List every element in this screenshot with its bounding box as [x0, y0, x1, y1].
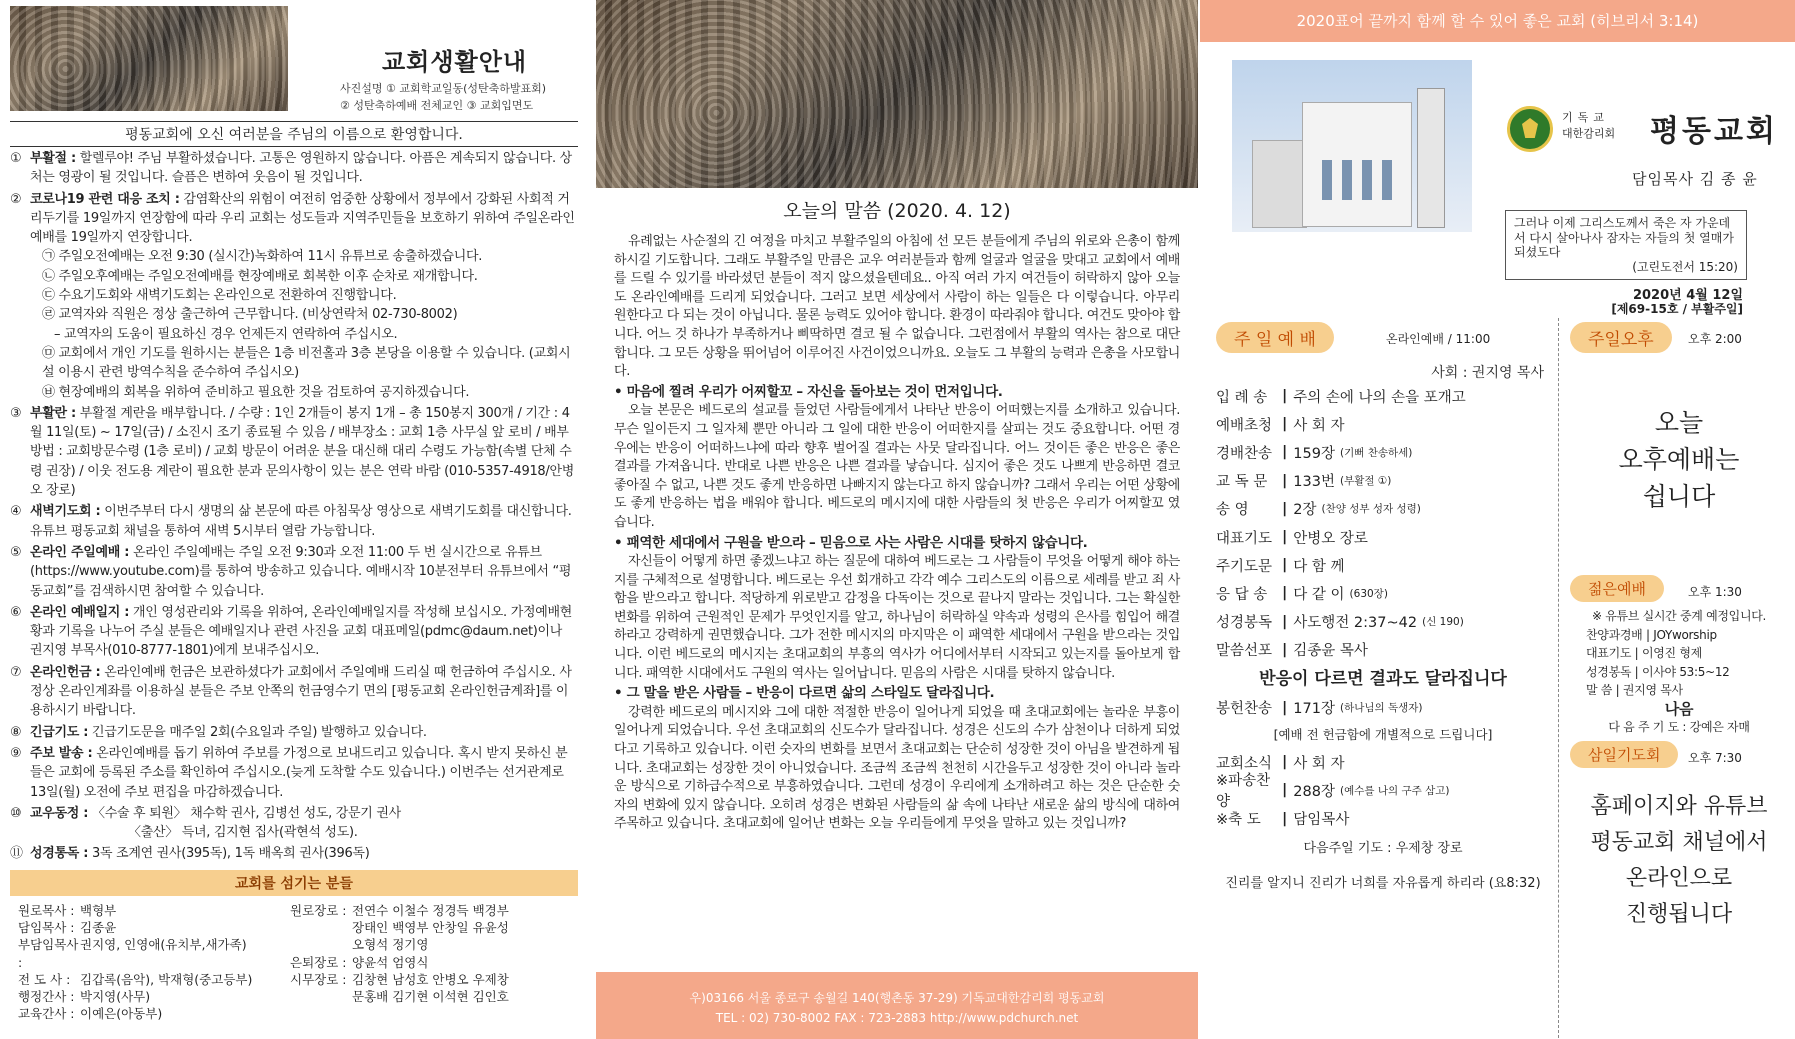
- separator: |: [1282, 472, 1288, 489]
- wednesday-prayer-label: 삼일기도회: [1570, 741, 1678, 768]
- order-item: [1216, 551, 1550, 579]
- order-note: (신 190): [1422, 616, 1464, 629]
- staff-role: 은퇴장로 :: [290, 954, 347, 970]
- sermon-heading: • 마음에 찔려 우리가 어찌할꼬 – 자신을 돌아보는 것이 먼저입니다.: [614, 383, 1003, 400]
- sunday-service: [1216, 322, 1550, 891]
- sermon-paragraph: 오늘 본문은 베드로의 설교를 들었던 사람들에게서 나타난 반응이 어떠했는지를 소개하고 있습니다. 무슨 일이든지 그 일자체 뿐만 아니라 그 일에 대한 반응이 어떠한지를 살피는 것도 중요합니다. 어떤 경우에는 반응이 어떠하느냐에 따라 향후 벌어질 결과는 사뭇 달라집니다. 어느 것이든 좋은 반응은 좋은 결과를 가져옵니다. 반대로 나쁜 반응은 나쁜 결과를 낳습니다. 심지어 좋은 것도 나쁘게 반응하면 결코 좋아질 수 없고, 나쁜 것도 좋게 반응하면 나빠지지 않는다고 하지 않습니까? 그래서 우리는 어떤 상황에도 좋게 반응하는 법을 배워야 합니다. 베드로의 메시지에 대한 사람들의 첫 반응은 우리가 어찌할꼬 였습니다.: [614, 403, 1180, 530]
- order-label: 대표기도: [1216, 530, 1273, 547]
- sermon-title: 오늘의 말씀 (2020. 4. 12): [783, 200, 1011, 222]
- church-life-title: 교회생활안내: [382, 48, 528, 76]
- staff-row: [18, 902, 290, 919]
- church-address-footer: [596, 972, 1198, 1039]
- order-value: 담임목사: [1293, 812, 1350, 829]
- staff-list-right: [290, 902, 570, 1023]
- separator: |: [1282, 782, 1288, 799]
- separator: |: [1282, 641, 1288, 658]
- notice-subitem: ㉢ 수요기도회와 새벽기도회는 온라인으로 전환하여 진행합니다.: [42, 288, 397, 304]
- order-note: (예수를 나의 구주 삼고): [1339, 784, 1450, 797]
- order-note: (부활절 ①): [1339, 475, 1392, 488]
- order-value: 159장: [1293, 445, 1335, 462]
- order-item: [1216, 773, 1550, 811]
- online-notice: 홈페이지와 유튜브 평동교회 채널에서 온라인으로 진행됩니다: [1590, 793, 1768, 927]
- welcome-message: 평동교회에 오신 여러분을 주님의 이름으로 환영합니다.: [10, 121, 578, 147]
- afternoon-service-time: 오후 2:00: [1688, 332, 1742, 346]
- order-value: 다 같 이: [1293, 586, 1345, 603]
- notice-item: ⑧ 긴급기도 : 긴급기도문을 매주일 2회(수요일과 주일) 발행하고 있습니다.: [10, 724, 427, 740]
- service-leader: 사회 : 권지영 목사: [1431, 365, 1544, 381]
- separator: |: [1282, 529, 1288, 546]
- church-life-column: [0, 0, 590, 1039]
- closing-verse: 진리를 알지니 진리가 너희를 자유롭게 하리라 (요8:32): [1225, 875, 1541, 891]
- methodist-logo-icon: [1507, 106, 1553, 152]
- staff-role: 교육간사 :: [18, 1006, 75, 1022]
- bulletin-issue: [제69-15호 / 부활주일]: [1611, 302, 1743, 316]
- order-label: 교 독 문: [1216, 474, 1268, 491]
- order-item: [1216, 804, 1550, 832]
- church-building-image: [1232, 60, 1472, 232]
- order-item: [1216, 467, 1550, 495]
- staff-role: 행정간사 :: [18, 989, 75, 1005]
- staff-role: 부담임목사 :: [18, 937, 79, 970]
- denomination: 기독교: [1562, 111, 1609, 124]
- youth-line: 말 씀 | 권지영 목사: [1586, 683, 1683, 697]
- order-value: 사도행전 2:37~42: [1293, 615, 1418, 632]
- order-note: (기뻐 찬송하세): [1339, 446, 1413, 459]
- offering-note: [예배 전 헌금함에 개별적으로 드립니다]: [1273, 727, 1493, 743]
- church-masthead: [1200, 42, 1795, 316]
- separator: |: [1282, 444, 1288, 461]
- sermon-body: [614, 233, 1180, 834]
- senior-pastor: 담임목사 김 종 윤: [1632, 170, 1758, 188]
- youth-service-time: 오후 1:30: [1688, 585, 1742, 599]
- wednesday-prayer-time: 오후 7:30: [1688, 750, 1742, 765]
- photo-caption: 사진설명 ① 교회학교일동(성탄축하발표회): [340, 82, 547, 95]
- sermon-paragraph: 강력한 베드로의 메시지와 그에 대한 적절한 반응이 일어나게 되었을 때 초대교회에는 놀라운 부흥이 일어나게 되었습니다. 우선 초대교회의 신도수가 달라집니다. 성경은 신도의 수가 삼천이나 더하게 되었다고 기록하고 있습니다. 이런 숫자의 변화를 보면서 초대교회는 단순히 성장한 것이 아님을 발견하게 됩니다. 초대교회는 성장한 것이 아니었습니다. 조금씩 조금씩 천천히 시간을두고 성장한 것이 아니라 놀라운 방식으로 기하급수적으로 부흥하였습니다. 그런데 성경이 우리에게 소개하려고 하는 것은 단순한 숫자의 변화에 있지 않습니다. 오히려 성경은 변화된 사람들의 삶 속에 나타난 새로운 삶의 방식에 대하여 주목하고 있습니다. 초대교회에 일어난 변화는 오늘 우리들에게 무엇을 말하고 있는 것입니까?: [614, 704, 1180, 832]
- staff-heading: 교회를 섬기는 분들: [10, 870, 578, 896]
- staff-row: [290, 919, 570, 936]
- separator: |: [1282, 585, 1288, 602]
- youth-line: 다 음 주 기 도 : 강예은 자매: [1608, 720, 1750, 734]
- order-value: 주의 손에 나의 손을 포개고: [1293, 389, 1466, 406]
- staff-role: [290, 988, 352, 1005]
- annual-motto: 2020표어 끝까지 함께 할 수 있어 좋은 교회 (히브리서 3:14): [1200, 0, 1795, 42]
- staff-row: [290, 988, 570, 1005]
- staff-row: [290, 936, 570, 953]
- notice-item: ⑪ 성경통독 : 3독 조계연 권사(395독), 1독 배옥희 권사(396독): [10, 846, 370, 862]
- staff-row: [18, 988, 290, 1005]
- notice-subitem: 〈출산〉 득녀, 김지현 집사(곽현석 성도).: [128, 825, 358, 841]
- sermon-paragraph: 자신들이 어떻게 하면 좋겠느냐고 하는 질문에 대하여 베드로는 그 사람들이 무엇을 어떻게 해야 하는지를 구체적으로 설명합니다. 베드로는 우선 회개하고 각각 예수 그리스도의 이름으로 세례를 받고 죄 사함을 받으라고 합니다. 적당하게 위로받고 감정을 다독이는 것으로 끝나지 말라는 것입니다. 그는 확실한 변화를 위하여 근원적인 문제가 무엇인지를 알고, 하나님이 허락하실 약속과 성령의 은사를 힘입어 해결하라고 강력하게 권면했습니다. 그가 전한 메시지의 마지막은 이 패역한 세대에서 구원을 받으라는 것입니다. 이런 베드로의 메시지는 초대교회의 부흥의 역사가 어디에서부터 시작되고 있는지를 돌아보게 합니다. 패역한 시대에서도 구원의 역사는 일어납니다. 믿음의 사람은 시대를 탓하지 않습니다.: [614, 554, 1180, 681]
- staff-names: 이예은(아동부): [80, 1006, 163, 1022]
- staff-role: 시무장로 :: [290, 971, 347, 987]
- order-label: 말씀선포: [1216, 643, 1273, 660]
- worship-services: [1200, 318, 1795, 1039]
- order-item: [1216, 438, 1550, 466]
- youth-sermon-title: 나음: [1664, 699, 1694, 718]
- church-name: 평동교회: [1650, 114, 1778, 149]
- notice-subitem: – 교역자의 도움이 필요하신 경우 언제든지 연락하여 주십시오.: [54, 326, 398, 342]
- sermon-column: [596, 0, 1198, 1039]
- worship-order-column: [1200, 0, 1795, 1039]
- separator: |: [1282, 500, 1288, 517]
- column-divider: [1558, 318, 1559, 1038]
- order-item: [1216, 410, 1550, 438]
- separator: |: [1282, 699, 1288, 716]
- order-label: 송 영: [1216, 502, 1249, 519]
- staff-list-left: [10, 902, 290, 1023]
- order-item: [1216, 636, 1550, 664]
- order-label: 성경봉독: [1216, 615, 1273, 632]
- staff-row: [290, 902, 570, 919]
- staff-role: 담임목사 :: [18, 919, 75, 935]
- sunday-service-time: 온라인예배 / 11:00: [1386, 332, 1491, 346]
- staff-role: 원로장로 :: [290, 902, 347, 918]
- youth-line: 찬양과경배 | JOYworship: [1586, 627, 1717, 642]
- staff-role: 전 도 사 :: [18, 971, 71, 987]
- order-label: 경배찬송: [1216, 445, 1273, 462]
- staff-names: 박지영(사무): [80, 989, 151, 1005]
- order-label: 교회소식: [1216, 755, 1273, 772]
- youth-line: 대표기도 | 이영진 형제: [1586, 646, 1702, 660]
- order-note: (630장): [1349, 587, 1388, 600]
- separator: |: [1282, 416, 1288, 433]
- order-item: [1216, 495, 1550, 523]
- order-value: 사 회 자: [1293, 417, 1345, 434]
- notice-item: ② 코로나19 관련 대응 조치 : 감염확산의 위험이 여전히 엄중한 상황에서 정부에서 강화된 사회적 거리두기를 19일까지 연장함에 따라 우리 교회는 성도들과 지역주민들을 보호하기 위하여 주일온라인예배를 19일까지 연장합니다.: [10, 191, 575, 246]
- sermon-paragraph: 유례없는 사순절의 긴 여정을 마치고 부활주일의 아침에 선 모든 분들에게 주님의 위로와 은총이 함께 하시길 기도합니다. 그래도 부활주일 만큼은 교우 여러분들과 함께 얼굴과 얼굴을 맞대고 교회에서 예배를 드릴 수 있기를 바라셨던 분들이 적지 않으셨을텐데요.. 아직 여러 가지 여건들이 허락하지 않아 오늘도 온라인예배를 드리게 되었습니다. 그러고 보면 세상에서 사람이 하는 일들은 다 이렇습니다. 아무리 원한다고 다 되는 것이 아닙니다. 물론 능력도 있어야 합니다. 환경이 따라줘야 합니다. 여건도 맞아야 합니다. 어느 것 하나가 부족하거나 삐딱하면 결코 될 수 없습니다. 그런점에서 부활의 역사는 참으로 대단합니다. 그 모든 상황을 뛰어넘어 이루어진 사건이었으니까요. 오늘도 그 부활의 능력과 은총을 사모합니다.: [614, 234, 1180, 380]
- staff-names: 양윤석 엄영식: [352, 954, 429, 970]
- notice-subitem: ㉤ 교회에서 개인 기도를 원하시는 분들은 1층 비전홀과 3층 본당을 이용할 수 있습니다. (교회시설 이용시 관련 방역수칙을 준수하여 주십시오): [42, 345, 571, 381]
- staff-names: 권지영, 인영애(유치부,새가족): [80, 937, 247, 953]
- order-label: ※파송찬양: [1216, 773, 1271, 811]
- staff-role: [290, 936, 352, 953]
- staff-role: [290, 919, 352, 936]
- order-item: [1216, 694, 1550, 722]
- order-item: [1216, 382, 1550, 410]
- service-order-list: [1216, 382, 1550, 664]
- youth-service: [1570, 575, 1788, 737]
- notice-subitem: ㉣ 교역자와 직원은 정상 출근하여 근무합니다. (비상연락처 02-730-8002): [42, 307, 458, 323]
- staff-names: 전연수 이철수 정경득 백경부: [352, 902, 509, 918]
- staff-row: [290, 971, 570, 988]
- notice-item: ④ 새벽기도회 : 이번주부터 다시 생명의 삶 본문에 따른 아침묵상 영상으로 새벽기도회를 대신합니다. 유튜브 평동교회 채널을 통하여 새벽 5시부터 열람 가능합니다.: [10, 504, 572, 539]
- staff-role: 원로목사 :: [18, 902, 75, 918]
- separator: |: [1282, 754, 1288, 771]
- staff-names: 김갑록(음악), 박재형(중고등부): [80, 971, 253, 987]
- order-label: ※축 도: [1216, 812, 1261, 829]
- order-value: 171장: [1293, 701, 1335, 718]
- notice-item: ① 부활절 : 할렐루야! 주님 부활하셨습니다. 고통은 영원하지 않습니다. 아픔은 계속되지 않습니다. 상처는 영광이 될 것입니다. 슬픔은 변하여 웃음이 될 것입니다.: [10, 151, 572, 186]
- separator: |: [1282, 810, 1288, 827]
- notice-item: ⑨ 주보 발송 : 온라인예배를 돕기 위하여 주보를 가정으로 보내드리고 있습니다. 혹시 받지 못하신 분들은 교회에 등록된 주소를 확인하여 주십시오.(늦게 도착할 수도 있습니다.) 이번주는 선거관계로 13일(월) 오전에 주보 편집을 마감하겠습니다.: [10, 745, 568, 800]
- notice-subitem: ㉥ 현장예배의 회복을 위하여 준비하고 필요한 것을 검토하여 공지하겠습니다.: [42, 384, 470, 400]
- staff-row: [290, 954, 570, 971]
- separator: |: [1282, 388, 1288, 405]
- order-label: 주기도문: [1216, 558, 1273, 575]
- service-order-list: [1216, 694, 1550, 722]
- staff-row: [18, 919, 290, 936]
- youth-line: ※ 유튜브 실시간 중계 예정입니다.: [1591, 609, 1767, 623]
- youth-service-label: 젊은예배: [1570, 575, 1664, 602]
- order-value: 김종윤 목사: [1293, 643, 1368, 660]
- staff-row: [18, 1005, 290, 1022]
- sermon-heading: • 패역한 세대에서 구원을 받으라 – 믿음으로 사는 사람은 시대를 탓하지 않습니다.: [614, 534, 1088, 551]
- congregation-photo: [596, 0, 1198, 188]
- order-label: 입 례 송: [1216, 389, 1268, 406]
- order-value: 2장: [1293, 502, 1317, 519]
- order-value: 사 회 자: [1293, 755, 1345, 772]
- youth-line: 성경봉독 | 이사야 53:5~12: [1586, 664, 1730, 679]
- staff-row: [18, 936, 290, 971]
- weekly-verse: 그러나 이제 그리스도께서 죽은 자 가운데서 다시 살아나사 잠자는 자들의 첫 열매가 되셨도다 (고린도전서 15:20): [1505, 210, 1747, 280]
- notice-item: ③ 부활란 : 부활절 계란을 배부합니다. / 수량 : 1인 2개들이 봉지 1개 – 총 150봉지 300개 / 기간 : 4월 11일(토) ~ 17일(금) / 소진시 조기 종료될 수 있음 / 배부장소 : 교회 1층 사무실 앞 로비 / 배부방법 : 교회방문수령 (1층 로비) / 교회 방문이 어려운 분을 대신해 대리 수령도 가능함(속별 단체 수령 권장) / 이웃 전도용 계란이 필요한 분과 문의사항이 있는 분은 연락 바람 (010-5357-4918/안병오 장로): [10, 405, 574, 499]
- order-value: 288장: [1293, 783, 1335, 800]
- order-value: 133번: [1293, 474, 1335, 491]
- staff-row: [18, 971, 290, 988]
- denomination: 대한감리회: [1562, 127, 1616, 140]
- notice-subitem: ㉠ 주일오전예배는 오전 9:30 (실시간)녹화하여 11시 유튜브로 송출하겠습니다.: [42, 249, 483, 265]
- next-week-prayer: 다음주일 기도 : 우제창 장로: [1303, 840, 1463, 856]
- order-label: 봉헌찬송: [1216, 701, 1273, 718]
- notice-item: ⑤ 온라인 주일예배 : 온라인 주일예배는 주일 오전 9:30과 오전 11:00 두 번 실시간으로 유튜브(https://www.youtube.com)를 통하여 방송하고 있습니다. 예배시작 10분전부터 유튜브에서 “평동교회”를 검색하시면 참여할 수 있습니다.: [10, 544, 572, 599]
- separator: |: [1282, 613, 1288, 630]
- staff-names: 백형부: [80, 902, 117, 918]
- sermon-title-banner: 반응이 다르면 결과도 달라집니다: [1259, 668, 1507, 689]
- staff-names: 오형석 정기영: [352, 937, 429, 953]
- church-life-header: [10, 6, 578, 111]
- staff-names: 장태인 백영부 안창일 유윤성: [352, 919, 509, 935]
- address-line: 우)03166 서울 종로구 송월길 140(행촌동 37-29) 기독교대한감리회 평동교회: [689, 991, 1105, 1005]
- sunday-service-label: 주 일 예 배: [1216, 322, 1334, 353]
- order-note: (찬양 성부 성자 성령): [1321, 503, 1421, 516]
- order-note: (하나님의 독생자): [1339, 702, 1423, 715]
- notice-item: ⑦ 온라인헌금 : 온라인예배 헌금은 보관하셨다가 교회에서 주일예배 드리실 때 헌금하여 주십시오. 사정상 온라인계좌를 이용하실 분들은 주보 안쪽의 헌금영수기 면의 [평동교회 온라인헌금계좌]를 이용하시기 바랍니다.: [10, 664, 572, 719]
- staff-names: 김창현 남성호 안병오 우제창: [352, 971, 509, 987]
- bulletin-date: 2020년 4월 12일: [1632, 288, 1743, 303]
- order-item: [1216, 523, 1550, 551]
- order-value: 다 함 께: [1293, 558, 1345, 575]
- afternoon-cancel-notice: 오늘 오후예배는 쉽니다: [1618, 408, 1740, 511]
- photo-caption: ② 성탄축하예배 전체교인 ③ 교회입면도: [340, 99, 534, 112]
- staff-names: 김종윤: [80, 919, 117, 935]
- contact-line: TEL : 02) 730-8002 FAX : 723-2883 http://www.pdchurch.net: [715, 1011, 1079, 1025]
- afternoon-service-label: 주일오후: [1570, 322, 1672, 353]
- service-order-list: [1216, 748, 1550, 833]
- sunday-school-photo: [10, 6, 288, 111]
- notice-subitem: ㉡ 주일오후예배는 주일오전예배를 현장예배로 회복한 이후 순차로 재개합니다.: [42, 268, 478, 284]
- order-value: 안병오 장로: [1293, 530, 1368, 547]
- sermon-heading: • 그 말을 받은 사람들 – 반응이 다르면 삶의 스타일도 달라집니다.: [614, 685, 995, 702]
- order-item: [1216, 608, 1550, 636]
- order-label: 응 답 송: [1216, 586, 1268, 603]
- notice-item: ⑩ 교우동정 : 〈수술 후 퇴원〉 채수학 권사, 김병선 성도, 강문기 권사: [10, 805, 401, 821]
- notice-item: ⑥ 온라인 예배일지 : 개인 영성관리와 기록을 위하여, 온라인예배일지를 작성해 보십시오. 가정예배현황과 기록을 나누어 주실 분들은 예배일지나 관련 사진을 교회 대표메일(pdmc@daum.net)이나 권지영 부목사(010-8777-1801)에게 보내주십시오.: [10, 604, 573, 659]
- wednesday-prayer: [1570, 741, 1788, 933]
- other-services: [1570, 322, 1788, 933]
- order-item: [1216, 579, 1550, 607]
- order-label: 예배초청: [1216, 417, 1273, 434]
- staff-names: 문홍배 김기현 이석현 김인호: [352, 989, 509, 1005]
- staff-list: [10, 902, 578, 1023]
- separator: |: [1282, 557, 1288, 574]
